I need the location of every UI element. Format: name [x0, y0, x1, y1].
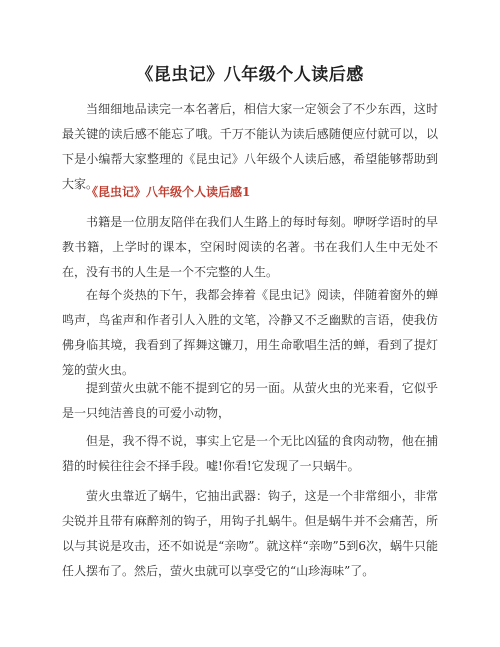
intro-paragraph: 当细细地品读完一本名著后，相信大家一定领会了不少东西，这时最关键的读后感不能忘了哦。千万不能认为读后感随便应付就可以，以下是小编帮大家整理的《昆虫记》八年级个人读后感，希望能够帮助到大家。: [62, 102, 438, 191]
paragraph-1: 书籍是一位朋友陪伴在我们人生路上的每时每刻。咿呀学语时的早教书籍，上学时的课本，空闲时阅读的名著。书在我们人生中无处不在，没有书的人生是一个不完整的人生。: [62, 215, 438, 279]
article-title: 《昆虫记》八年级个人读后感: [136, 65, 364, 85]
paragraph-5: 萤火虫靠近了蜗牛，它抽出武器：钩子，这是一个非常细小，非常尖锐并且带有麻醉剂的钩子，用钩子扎蜗牛。但是蜗牛并不会痛苦，所以与其说是攻击，还不如说是“亲吻”。就这样“亲吻”5到6次，蜗牛只能任人摆布了。然后，萤火虫就可以享受它的“山珍海味”了。: [62, 489, 438, 578]
paragraph-2: 在每个炎热的下午，我都会捧着《昆虫记》阅读，伴随着窗外的蝉鸣声，鸟雀声和作者引人入胜的文笔，冷静又不乏幽默的言语，使我仿佛身临其境，我看到了挥舞这镰刀，用生命歌唱生活的蝉，看到了提灯笼的萤火虫。: [62, 288, 438, 377]
paragraph-4: 但是，我不得不说，事实上它是一个无比凶猛的食肉动物，他在捕猎的时候往往会不择手段。嘘!你看!它发现了一只蜗牛。: [62, 434, 438, 473]
paragraph-3: 提到萤火虫就不能不提到它的另一面。从萤火虫的光来看，它似乎是一只纯洁善良的可爱小动物，: [62, 381, 438, 420]
section-heading: 《昆虫记》八年级个人读后感1: [86, 185, 251, 199]
